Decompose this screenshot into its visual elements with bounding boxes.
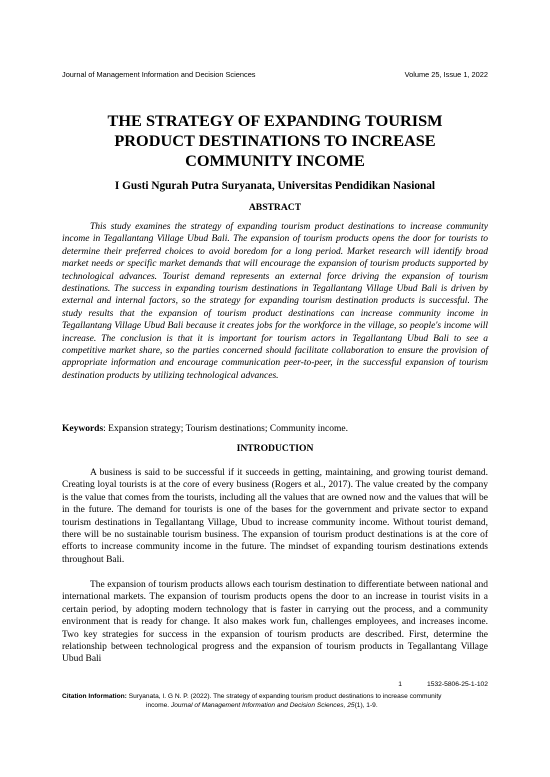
citation-journal: Journal of Management Information and Decision Sciences, 25 [170,702,355,709]
abstract-text: This study examines the strategy of expanding tourism product destinations to increase community income in Tegallantang Village Ubud Bali. The expansion of tourism products opens the door for tourists to determine their preferred choices to avoid boredom for a long period. Market research will identify broad market needs or specific market demands that will encourage the expansion of tourism products supported by technological advances. Tourist demand represents an external force driving the expansion of tourism destinations. The success in expanding tourism destinations in Tegallantang Village Ubud Bali is driven by external and internal factors, so the strategy for expanding tourism destination products is successful. The study results that the expansion of tourism product destinations can increase community income in Tegallantang Village Ubud Bali because it creates jobs for the workforce in the village, so people's income will increase. The conclusion is that it is important for tourism actors in Tegallantang Ubud Bali to see a competitive market share, so the parties concerned should facilitate collaboration to ensure the provision of appropriate information and encourage communication peer-to-peer, in the successful expansion of tourism destination products by utilizing technological advances. [62,222,488,381]
body-paragraph: A business is said to be successful if it succeeds in getting, maintaining, and growing tourist demand. Creating loyal tourists is at the core of every business (Rogers et al., 2017). The value created by the company is the value that comes from the tourists, including all the values that are owned now and the values that will be in the future. The demand for tourists is one of the bases for the government and private sector to expand tourism destinations in Tegallantang Village, Ubud to increase community income. Without tourist demand, there will be no sustainable tourism business. The expansion of tourism product destinations is at the core of efforts to increase community income in the future. The mindset of expanding tourism destinations extends throughout Bali. [62,468,488,565]
citation-label: Citation Information: [62,693,127,700]
title-line: COMMUNITY INCOME [185,151,365,170]
citation-line-2-text: income. [146,702,170,709]
introduction-heading: INTRODUCTION [236,443,314,454]
page-number: 1 [398,681,402,688]
paper-title [62,111,488,171]
abstract-heading: ABSTRACT [248,202,302,213]
running-header [62,69,488,81]
citation-information [62,692,488,710]
volume-issue: Volume 25, Issue 1, 2022 [404,70,488,79]
title-line: THE STRATEGY OF EXPANDING TOURISM [107,111,443,130]
keywords-label: Keywords [62,424,104,434]
body-paragraph: The expansion of tourism products allows each tourism destination to differentiate between national and international markets. The expansion of tourism products opens the door to an increase in tourist visits in a certain period, by adopting modern technology that is faster in carrying out the process, and a community environment that is ready for change. It also makes work fun, challenges employees, and increases income. Two key strategies for success in the expansion of tourism products are described. First, determine the relationship between technological progress and the expansion of tourism products in Tegallantang Village Ubud Bali [62,580,488,665]
title-line: PRODUCT DESTINATIONS TO INCREASE [114,131,436,150]
keywords [62,423,488,435]
keywords-text: : Expansion strategy; Tourism destinations; Community income. [103,424,348,434]
document-id: 1532-5806-25-1-102 [427,681,488,688]
citation-line-2 [62,701,488,710]
citation-tail: (1), 1-9. [354,702,378,709]
citation-line-1: Suryanata, I. G N. P. (2022). The strategy of expanding tourism product destinations to increase community [128,693,442,700]
journal-name: Journal of Management Information and Decision Sciences [62,70,256,79]
author-affiliation: I Gusti Ngurah Putra Suryanata, Universitas Pendidikan Nasional [114,180,436,192]
